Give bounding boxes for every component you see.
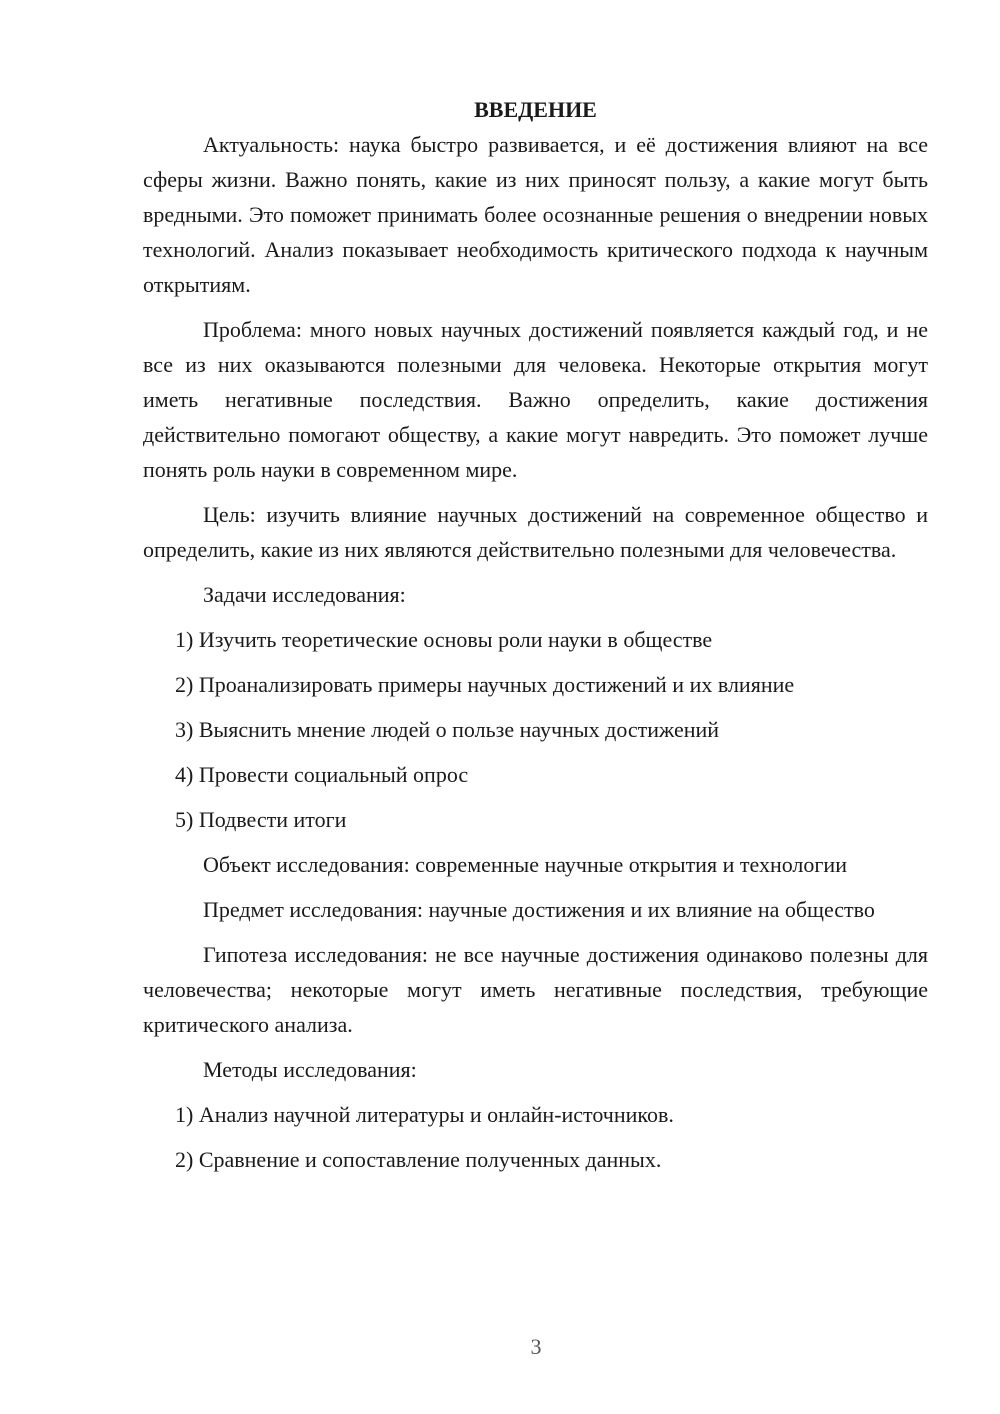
task-item: 3) Выяснить мнение людей о пользе научных достижений <box>175 717 720 742</box>
method-item: 1) Анализ научной литературы и онлайн-источников. <box>175 1102 674 1127</box>
problem-paragraph: Проблема: много новых научных достижений появляется каждый год, и не все из них оказываются полезными для человека. Некоторые открытия могут иметь негативные последствия. Важно определить, какие достижения действительно помогают обществу, а какие могут навредить. Это поможет лучше понять роль науки в современном мире. <box>143 317 928 482</box>
task-item: 2) Проанализировать примеры научных достижений и их влияние <box>175 672 795 697</box>
page-content <box>143 92 928 1187</box>
page-number: 3 <box>530 1334 542 1359</box>
relevance-paragraph: Актуальность: наука быстро развивается, и её достижения влияют на все сферы жизни. Важно понять, какие из них приносят пользу, а какие могут быть вредными. Это поможет принимать более осознанные решения о внедрении новых технологий. Анализ показывает необходимость критического подхода к научным открытиям. <box>143 132 928 297</box>
subject-paragraph: Предмет исследования: научные достижения и их влияние на общество <box>203 897 875 922</box>
tasks-list <box>143 622 928 837</box>
page-title: ВВЕДЕНИЕ <box>474 97 597 122</box>
methods-heading: Методы исследования: <box>203 1057 417 1082</box>
object-paragraph: Объект исследования: современные научные открытия и технологии <box>203 852 847 877</box>
tasks-heading: Задачи исследования: <box>203 582 406 607</box>
methods-list <box>143 1097 928 1177</box>
method-item: 2) Сравнение и сопоставление полученных данных. <box>175 1147 662 1172</box>
hypothesis-paragraph: Гипотеза исследования: не все научные достижения одинаково полезны для человечества; некоторые могут иметь негативные последствия, требующие критического анализа. <box>143 942 928 1037</box>
task-item: 1) Изучить теоретические основы роли науки в обществе <box>175 627 713 652</box>
task-item: 4) Провести социальный опрос <box>175 762 469 787</box>
task-item: 5) Подвести итоги <box>175 807 347 832</box>
goal-paragraph: Цель: изучить влияние научных достижений на современное общество и определить, какие из них являются действительно полезными для человечества. <box>143 502 928 562</box>
